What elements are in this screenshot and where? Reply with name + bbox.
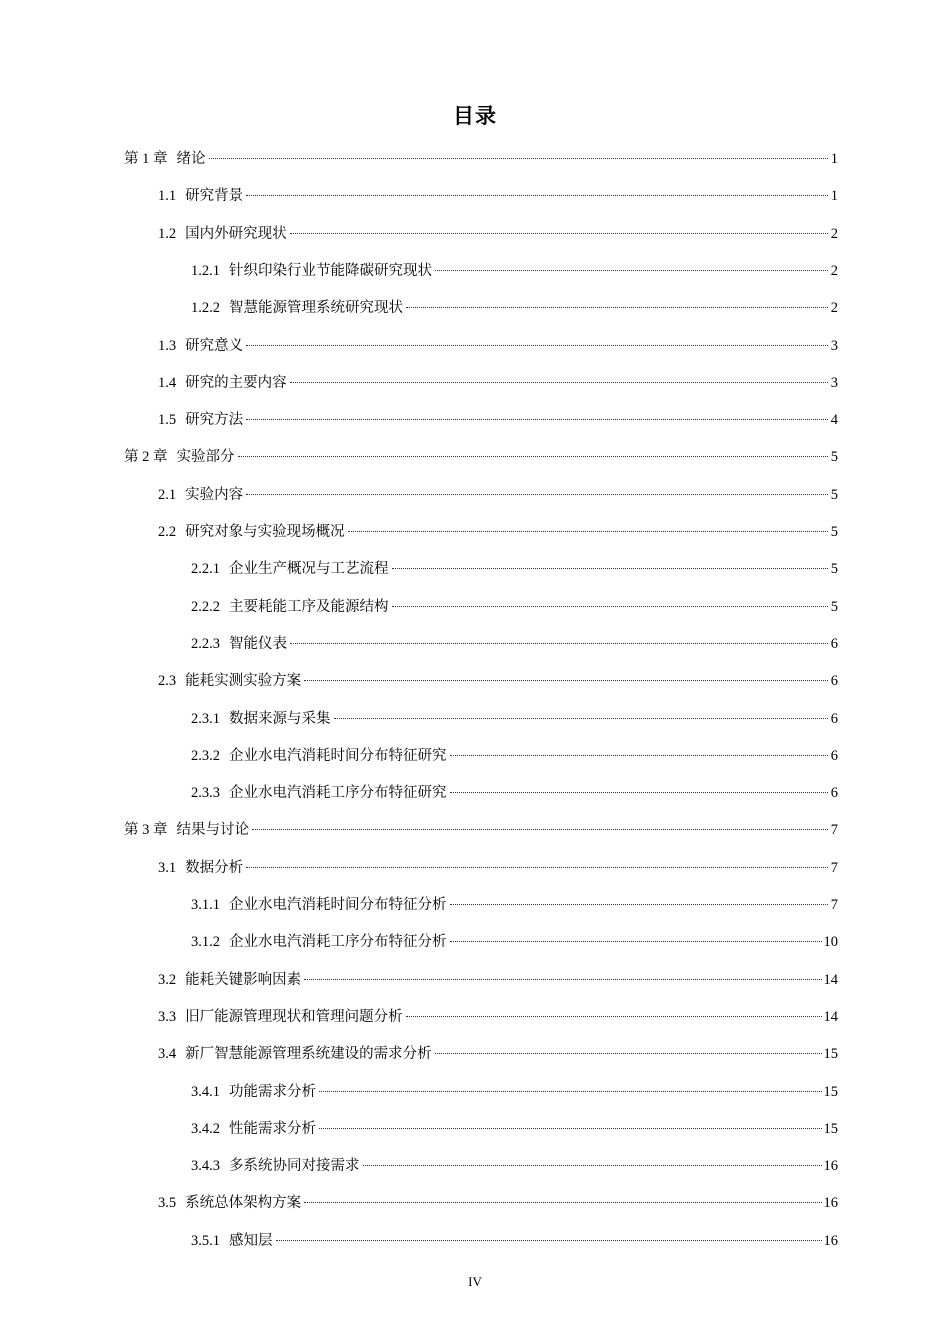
toc-entry[interactable]: [158, 484, 838, 506]
toc-entry[interactable]: [158, 409, 838, 431]
toc-entry-number: 2.3: [158, 673, 177, 690]
toc-entry-title: 研究意义: [185, 337, 244, 354]
toc-entry-number: 3.4.3: [191, 1158, 220, 1175]
toc-entry-title: 绪论: [176, 151, 206, 167]
toc-entry-title: 多系统协同对接需求: [229, 1158, 360, 1175]
toc-entry-title: 功能需求分析: [229, 1083, 316, 1100]
dot-leader: [246, 867, 828, 868]
toc-entry[interactable]: [191, 260, 838, 282]
dot-leader: [209, 158, 829, 159]
toc-entry-title: 企业水电汽消耗工序分布特征研究: [229, 785, 447, 802]
toc-entry[interactable]: [191, 708, 838, 730]
toc-entry-number: 2.2.3: [191, 635, 220, 652]
toc-entry[interactable]: [191, 782, 838, 804]
toc-entry-title: 智慧能源管理系统研究现状: [229, 300, 403, 317]
toc-entry-number: 2.3.2: [191, 747, 220, 764]
toc-entry-number: 2.3.1: [191, 710, 220, 727]
dot-leader: [450, 941, 822, 942]
toc-entry[interactable]: [191, 1081, 838, 1103]
toc-entry-number: 3.5.1: [191, 1232, 220, 1249]
toc-title: 目录: [453, 104, 497, 128]
toc-entry[interactable]: [158, 969, 838, 991]
toc-entry[interactable]: [124, 819, 838, 841]
toc-entry-number: 2.3.3: [191, 785, 220, 802]
toc-entry-title: 旧厂能源管理现状和管理问题分析: [185, 1008, 403, 1025]
dot-leader: [450, 755, 829, 756]
toc-entry-number: 第 3 章: [124, 822, 168, 839]
toc-entry-number: 1.2.1: [191, 262, 220, 279]
toc-entry-number: 3.4.1: [191, 1083, 220, 1100]
toc-entry[interactable]: [191, 558, 838, 580]
dot-leader: [290, 643, 828, 644]
toc-entry-title: 智能仪表: [229, 635, 287, 652]
toc-entry-page: 6: [830, 710, 838, 727]
toc-entry[interactable]: [158, 223, 838, 245]
toc-entry-number: 1.2.2: [191, 300, 220, 317]
toc-entry-title: 实验内容: [185, 486, 244, 503]
toc-entry-title: 企业生产概况与工艺流程: [229, 561, 389, 578]
dot-leader: [450, 904, 829, 905]
dot-leader: [406, 307, 828, 308]
toc-entry-number: 3.5: [158, 1195, 177, 1212]
toc-entry[interactable]: [191, 894, 838, 916]
toc-entry-page: 5: [830, 561, 838, 578]
toc-entry-title: 国内外研究现状: [185, 225, 287, 242]
dot-leader: [290, 382, 828, 383]
toc-entry-number: 第 2 章: [124, 449, 168, 466]
toc-entry-page: 7: [830, 859, 838, 876]
toc-entry-title: 性能需求分析: [229, 1120, 316, 1137]
toc-entry-number: 3.2: [158, 971, 177, 988]
toc-entry-number: 3.4.2: [191, 1120, 220, 1137]
toc-entry-page: 16: [823, 1195, 838, 1212]
toc-entry-page: 1: [830, 188, 838, 205]
dot-leader: [319, 1091, 822, 1092]
toc-entry-title: 系统总体架构方案: [185, 1195, 302, 1212]
toc-entry-page: 5: [830, 598, 838, 615]
toc-entry-title: 结果与讨论: [176, 822, 249, 839]
dot-leader: [392, 606, 829, 607]
toc-entry[interactable]: [158, 1192, 838, 1214]
dot-leader: [450, 792, 829, 793]
toc-entry-title: 主要耗能工序及能源结构: [229, 598, 389, 615]
dot-leader: [246, 419, 828, 420]
toc-entry-page: 7: [830, 822, 838, 839]
toc-entry-title: 企业水电汽消耗时间分布特征研究: [229, 747, 447, 764]
toc-entry-number: 2.2.1: [191, 561, 220, 578]
dot-leader: [252, 829, 828, 830]
toc-entry-page: 15: [823, 1083, 838, 1100]
dot-leader: [246, 195, 828, 196]
toc-entry-title: 企业水电汽消耗工序分布特征分析: [229, 934, 447, 951]
toc-entry-title: 感知层: [229, 1232, 273, 1249]
toc-entry-title: 研究背景: [185, 188, 244, 205]
dot-leader: [246, 345, 828, 346]
toc-entry[interactable]: [191, 931, 838, 953]
toc-entry-page: 2: [830, 225, 838, 242]
toc-entry-page: 1: [830, 151, 838, 167]
page-number: IV: [468, 1274, 482, 1289]
toc-entry-page: 10: [823, 934, 838, 951]
dot-leader: [392, 568, 829, 569]
toc-entry-title: 数据来源与采集: [229, 710, 331, 727]
toc-entry[interactable]: [158, 335, 838, 357]
toc-entry-title: 研究方法: [185, 412, 244, 429]
dot-leader: [348, 531, 828, 532]
dot-leader: [246, 494, 828, 495]
toc-entry-page: 3: [830, 337, 838, 354]
dot-leader: [319, 1128, 822, 1129]
toc-entry-number: 1.2: [158, 225, 177, 242]
toc-entry-number: 1.1: [158, 188, 177, 205]
dot-leader: [276, 1240, 822, 1241]
toc-entry-number: 3.1.1: [191, 897, 220, 913]
toc-entry-page: 6: [830, 673, 838, 690]
toc-entry-number: 3.1.2: [191, 934, 220, 951]
toc-entry[interactable]: [124, 148, 838, 170]
toc-entry-page: 3: [830, 374, 838, 391]
toc-entry[interactable]: [158, 670, 838, 692]
toc-entry-page: 6: [830, 635, 838, 652]
toc-entry-number: 3.4: [158, 1046, 177, 1063]
dot-leader: [304, 680, 828, 681]
toc-entry-page: 5: [830, 524, 838, 540]
dot-leader: [290, 233, 828, 234]
toc-entry-page: 7: [830, 897, 838, 913]
dot-leader: [435, 270, 828, 271]
toc-entry-number: 2.2.2: [191, 598, 220, 615]
toc-entry[interactable]: [191, 297, 838, 319]
toc-entry-title: 企业水电汽消耗时间分布特征分析: [229, 897, 447, 913]
toc-entry-page: 14: [823, 971, 838, 988]
toc-entry-number: 3.3: [158, 1008, 177, 1025]
toc-entry-page: 5: [830, 449, 838, 466]
toc-entry-page: 6: [830, 785, 838, 802]
toc-entry-number: 1.4: [158, 374, 177, 391]
toc-entry-page: 4: [830, 412, 838, 429]
toc-entry-title: 能耗实测实验方案: [185, 673, 302, 690]
dot-leader: [334, 718, 829, 719]
dot-leader: [363, 1165, 822, 1166]
toc-entry-number: 2.2: [158, 524, 177, 540]
toc-entry-number: 第 1 章: [124, 151, 168, 167]
toc-entry[interactable]: [158, 857, 838, 879]
toc-entry[interactable]: [191, 1118, 838, 1140]
toc-entry-title: 研究的主要内容: [185, 374, 287, 391]
toc-entry[interactable]: [191, 745, 838, 767]
toc-entry-title: 新厂智慧能源管理系统建设的需求分析: [185, 1046, 432, 1063]
toc-entry-page: 5: [830, 486, 838, 503]
toc-entry-number: 3.1: [158, 859, 177, 876]
toc-entry-page: 16: [823, 1232, 838, 1249]
toc-entry[interactable]: [158, 521, 838, 543]
toc-entry[interactable]: [191, 596, 838, 618]
toc-entry[interactable]: [158, 1006, 838, 1028]
toc-entry-title: 实验部分: [176, 449, 235, 466]
toc-entry-page: 2: [830, 300, 838, 317]
toc-entry[interactable]: [158, 185, 838, 207]
toc-entry-title: 能耗关键影响因素: [185, 971, 302, 988]
toc-entry-title: 数据分析: [185, 859, 244, 876]
dot-leader: [304, 979, 821, 980]
toc-entry-page: 2: [830, 262, 838, 279]
toc-entry-page: 16: [823, 1158, 838, 1175]
toc-entry[interactable]: [191, 1230, 838, 1252]
toc-entry-page: 15: [823, 1046, 838, 1063]
toc-entry[interactable]: [191, 633, 838, 655]
toc-entry-page: 15: [823, 1120, 838, 1137]
toc-entry[interactable]: [124, 446, 838, 468]
dot-leader: [238, 456, 829, 457]
toc-entry-number: 1.3: [158, 337, 177, 354]
dot-leader: [435, 1053, 822, 1054]
toc-entry-page: 14: [823, 1008, 838, 1025]
toc-entry-page: 6: [830, 747, 838, 764]
toc-entry[interactable]: [158, 372, 838, 394]
toc-entry[interactable]: [191, 1155, 838, 1177]
toc-entry-title: 研究对象与实验现场概况: [185, 524, 345, 540]
toc-entry[interactable]: [158, 1043, 838, 1065]
toc-entry-number: 2.1: [158, 486, 177, 503]
toc-entry-number: 1.5: [158, 412, 177, 429]
dot-leader: [304, 1202, 821, 1203]
toc-entry-title: 针织印染行业节能降碳研究现状: [229, 262, 432, 279]
dot-leader: [406, 1016, 822, 1017]
